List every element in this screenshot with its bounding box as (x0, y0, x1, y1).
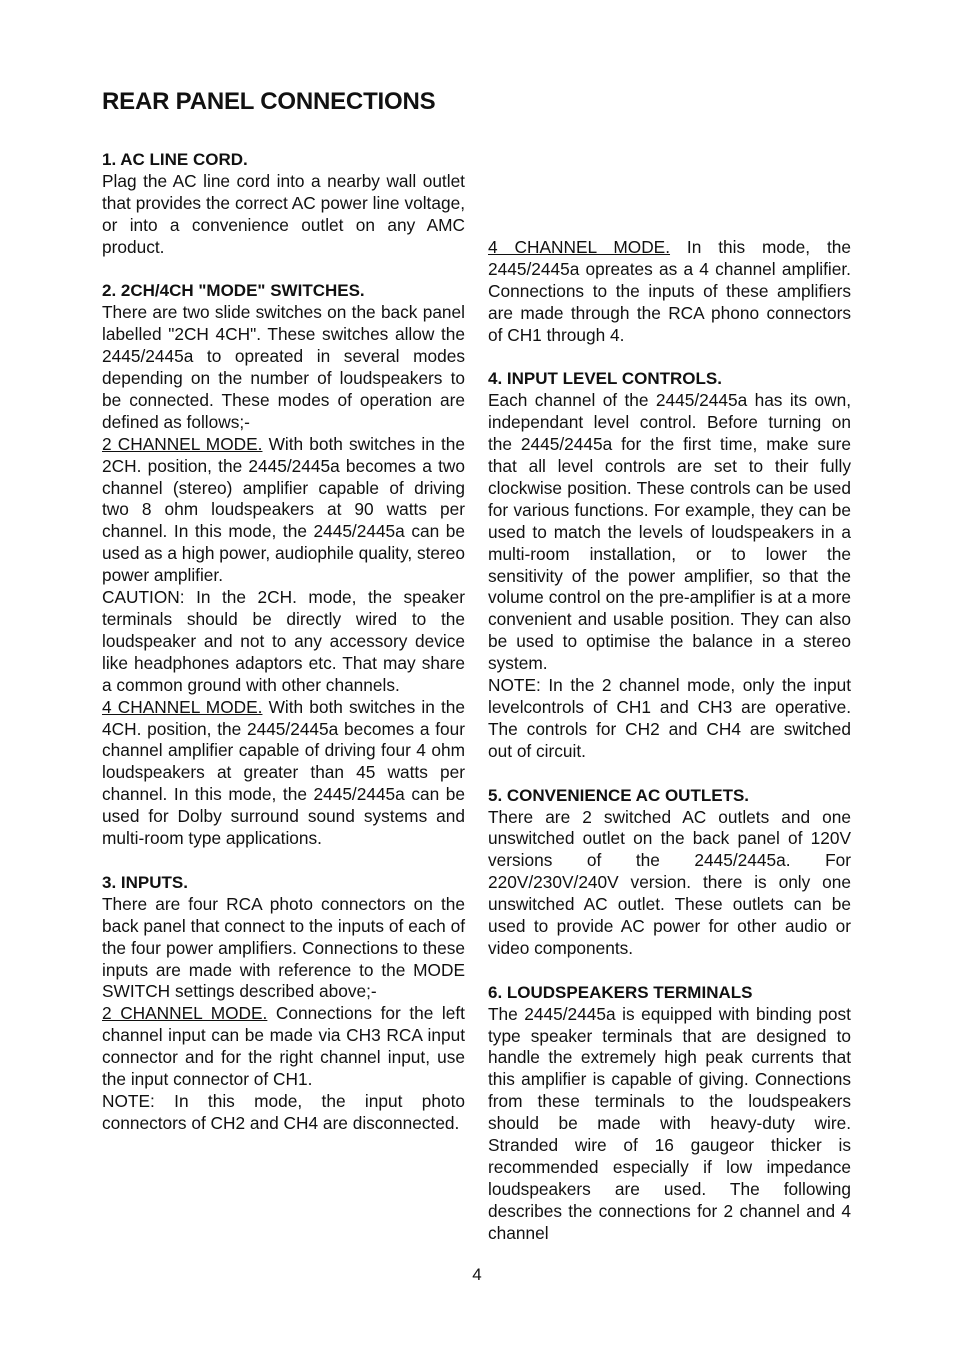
inputs-note: NOTE: In this mode, the input photo connectors of CH2 and CH4 are disconnected. (102, 1090, 465, 1133)
page-number: 4 (472, 1265, 482, 1284)
loudspeaker-terminals-text: The 2445/2445a is equipped with binding post type speaker terminals that are designed to handle the extremely high peak currents that this amplifier is capable of giving. Connections from these terminals to the loudspeakers should be made with heavy-duty wire. Stranded wire of 16 gaugeor thicker is recommended especially if low impedance loudspeakers are used. The following describes the connections for 2 channel and 4 channel (488, 1003, 851, 1243)
mode-switches-4ch-text: With both switches in the 4CH. position, the 2445/2445a becomes a four channel amplifier capable of driving four 4 ohm loudspeakers at greater than 45 watts per channel. In this mode, the 2445/2445a can be used for Dolby surround sound systems and multi-room type applications. (102, 696, 465, 849)
input-level-text: Each channel of the 2445/2445a has its own, independant level control. Before turning on the 2445/2445a for the first time, make sure that all level controls are set to their fully clockwise position. These controls can be used for various functions. For example, they can be used to match the levels of loudspeakers in a multi-room installation, or to lower the sensitivity of the power amplifier, so that the volume control on the pre-amplifier is at a more convenient and usable position. They can also be used to optimise the balance in a stereo system. (488, 390, 851, 674)
section-heading-mode-switches: 2. 2CH/4CH "MODE" SWITCHES. (102, 281, 365, 301)
section-heading-inputs: 3. INPUTS. (102, 872, 188, 892)
inputs-4ch-text: In this mode, the 2445/2445a opreates as a 4 channel amplifier. Connections to the inputs of these amplifiers are made through the RCA phono connectors of CH1 through 4. (488, 237, 851, 345)
ac-outlets-text: There are 2 switched AC outlets and one unswitched outlet on the back panel of 120V versions of the 2445/2445a. For 220V/230V/240V version. there is only one unswitched AC outlet. These outlets can be used to provide AC power for other audio or video components. (488, 806, 851, 958)
mode-switches-4ch-paragraph (102, 697, 465, 850)
mode-switches-2ch-paragraph (102, 434, 465, 587)
section-heading-ac-line-cord: 1. AC LINE CORD. (102, 150, 248, 169)
page-title: REAR PANEL CONNECTIONS (102, 88, 436, 115)
inputs-2ch-paragraph (102, 1003, 465, 1091)
inputs-2ch-label: 2 CHANNEL MODE. (102, 1003, 268, 1024)
mode-switches-4ch-label: 4 CHANNEL MODE. (102, 696, 263, 717)
section-heading-ac-outlets: 5. CONVENIENCE AC OUTLETS. (488, 785, 750, 805)
section-heading-loudspeaker-terminals: 6. LOUDSPEAKERS TERMINALS (488, 982, 753, 1002)
mode-switches-caution: CAUTION: In the 2CH. mode, the speaker terminals should be directly wired to the loudspeaker and not to any accessory device like headphones adaptors etc. That may share a common ground with other channels. (102, 587, 465, 695)
left-column (102, 149, 465, 1135)
inputs-intro: There are four RCA photo connectors on the back panel that connect to the inputs of each of the four power amplifiers. Connections to these inputs are made with reference to the MODE SWITCH settings described above;- (102, 893, 465, 1002)
mode-switches-intro: There are two slide switches on the back panel labelled "2CH 4CH". These switches allow the 2445/2445a to opreated in several modes depending on the number of loudspeakers to be connected. These modes of operation are defined as follows;- (102, 302, 465, 432)
inputs-4ch-label: 4 CHANNEL MODE. (488, 237, 671, 257)
ac-line-cord-text: Plag the AC line cord into a nearby wall outlet that provides the correct AC power line voltage, or into a convenience outlet on any AMC product. (102, 170, 465, 257)
right-column (488, 149, 851, 1245)
input-level-note: NOTE: In the 2 channel mode, only the input levelcontrols of CH1 and CH3 are operative. The controls for CH2 and CH4 are switched out of circuit. (488, 675, 851, 761)
section-heading-input-level: 4. INPUT LEVEL CONTROLS. (488, 369, 722, 389)
inputs-2ch-text: Connections for the left channel input can be made via CH3 RCA input connector and for the right channel input, use the input connector of CH1. (102, 1003, 465, 1090)
mode-switches-2ch-text: With both switches in the 2CH. position, the 2445/2445a becomes a two channel (stereo) amplifier capable of driving two 8 ohm loudspeakers at 90 watts per channel. In this mode, the 2445/2445a can be used as a high power, audiophile quality, stereo power amplifier. (102, 433, 465, 586)
mode-switches-2ch-label: 2 CHANNEL MODE. (102, 433, 263, 454)
inputs-4ch-paragraph (488, 237, 851, 347)
